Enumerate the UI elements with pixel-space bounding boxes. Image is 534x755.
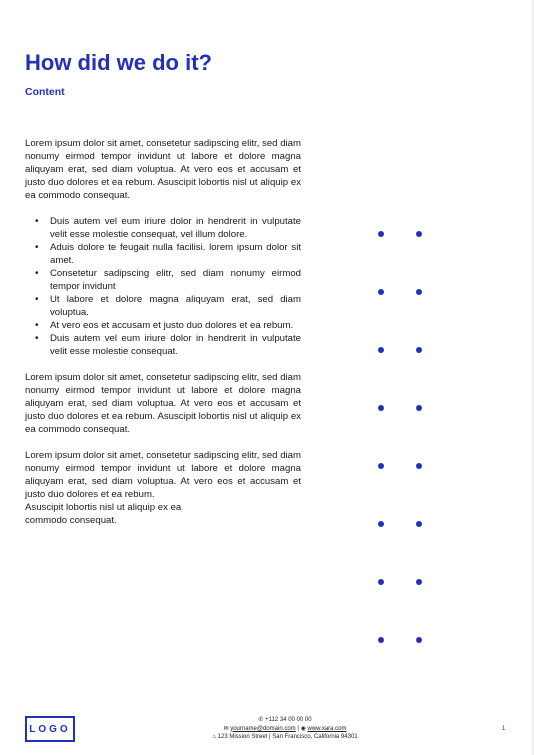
phone-line: ✆ +112 34 00 00 00 <box>258 717 312 723</box>
dot <box>378 579 384 585</box>
dot <box>416 405 422 411</box>
page-number: 1 <box>502 726 506 732</box>
email-link[interactable]: yourname@domain.com <box>230 725 296 732</box>
bullet-list <box>25 215 301 358</box>
dot <box>416 579 422 585</box>
dot-row <box>378 579 423 637</box>
bullet-icon: • <box>35 268 39 279</box>
dot <box>378 405 384 411</box>
bullet-icon: • <box>35 320 39 331</box>
list-item: • Duis autem vel eum iriure dolor in hendrerit in vulputate velit esse molestie consequat, vel illum dolore. <box>35 216 301 240</box>
paragraph-3: Lorem ipsum dolor sit amet, consetetur sadipscing elitr, sed diam nonumy eirmod tempor invidunt ut labore et dolore magna aliquyam erat, sed diam voluptua. At vero eos et accusam et justo duo dolores et ea rebum. Asuscipit lobortis nisl ut aliquip ex ea commodo consequat. <box>25 450 301 526</box>
dot-row <box>378 637 423 695</box>
dot-row <box>378 231 423 289</box>
bullet-icon: • <box>35 242 39 253</box>
section-subtitle: Content <box>25 86 65 98</box>
dot <box>378 521 384 527</box>
dot <box>416 521 422 527</box>
phone-icon: ✆ <box>258 717 264 723</box>
page-title: How did we do it? <box>25 50 212 75</box>
paragraph-2: Lorem ipsum dolor sit amet, consetetur sadipscing elitr, sed diam nonumy eirmod tempor invidunt ut labore et dolore magna aliquyam erat, sed diam voluptua. At vero eos et accusam et justo duo dolores et ea rebum. Asuscipit lobortis nisl ut aliquip ex ea commodo consequat. <box>25 372 301 435</box>
dot <box>378 637 384 643</box>
address-line: ⌂ 123 Mission Street | San Francisco, California 94301 <box>212 734 358 740</box>
dot <box>378 231 384 237</box>
email-web-line: ✉ yourname@domain.com | ◉ www.xara.com <box>223 725 347 732</box>
dot <box>416 231 422 237</box>
bullet-icon: • <box>35 294 39 305</box>
paragraph-1: Lorem ipsum dolor sit amet, consetetur sadipscing elitr, sed diam nonumy eirmod tempor invidunt ut labore et dolore magna aliquyam erat, sed diam voluptua. At vero eos et accusam et justo duo dolores et ea rebum. Asuscipit lobortis nisl ut aliquip ex ea commodo consequat. <box>25 138 301 201</box>
website-link[interactable]: www.xara.com <box>307 725 347 732</box>
dot <box>416 637 422 643</box>
logo: LOGO <box>25 716 75 742</box>
contact-info <box>180 716 390 742</box>
dot-row <box>378 521 423 579</box>
bullet-icon: • <box>35 216 39 227</box>
globe-icon: ◉ <box>300 725 306 732</box>
dot <box>416 347 422 353</box>
list-item: • Aduis dolore te feugait nulla facilisi. lorem ipsum dolor sit amet. <box>35 242 301 266</box>
bullet-icon: • <box>35 333 39 344</box>
body-text <box>25 137 301 540</box>
list-item: • Ut labore et dolore magna aliquyam erat, sed diam voluptua. <box>35 294 301 318</box>
envelope-icon: ✉ <box>223 725 229 732</box>
dot-row <box>378 347 423 405</box>
list-item: • At vero eos et accusam et justo duo dolores et ea rebum. <box>35 320 294 331</box>
dot <box>416 463 422 469</box>
dot <box>378 347 384 353</box>
dot-row <box>378 405 423 463</box>
home-icon: ⌂ <box>212 734 216 740</box>
dot <box>416 289 422 295</box>
dot-row <box>378 463 423 521</box>
list-item: • Consetetur sadipscing elitr, sed diam nonumy eirmod tempor invidunt <box>35 268 301 292</box>
dot <box>378 289 384 295</box>
dot <box>378 463 384 469</box>
decorative-dot-grid <box>378 231 423 695</box>
list-item: • Duis autem vel eum iriure dolor in hendrerit in vulputate velit esse molestie consequat. <box>35 333 301 357</box>
dot-row <box>378 289 423 347</box>
